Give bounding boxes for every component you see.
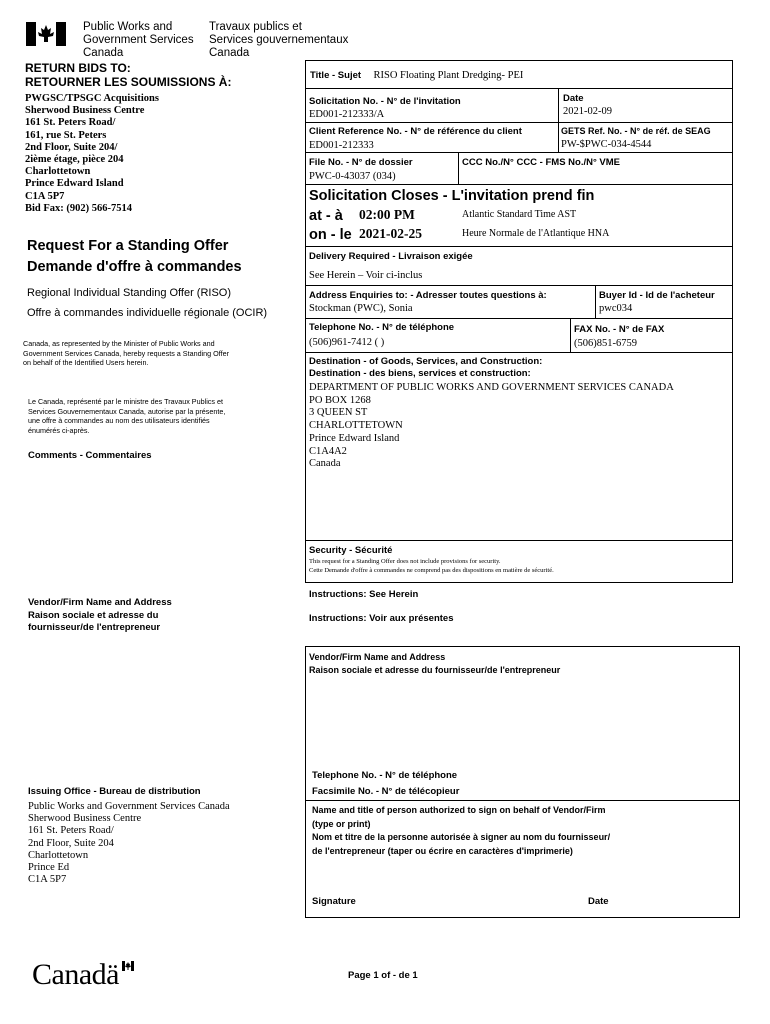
signature-date-field[interactable]: Date [588, 896, 609, 907]
signature-field[interactable]: Signature [312, 896, 356, 907]
timezone-fr: Heure Normale de l'Atlantique HNA [462, 228, 610, 239]
closing-date-value: 2021-02-25 [359, 226, 422, 241]
return-bids-heading: RETURN BIDS TO: RETOURNER LES SOUMISSIONS À: [25, 61, 232, 89]
page-number: Page 1 of - de 1 [348, 970, 418, 981]
issuing-office-label: Issuing Office - Bureau de distribution [28, 786, 201, 797]
solicitation-number-label: Solicitation No. - N° de l'invitation [309, 96, 461, 107]
closing-time-value: 02:00 PM [359, 207, 415, 222]
file-number-value: PWC-0-43037 (034) [309, 171, 396, 182]
client-reference-label: Client Reference No. - N° de référence du client [309, 126, 522, 137]
gets-reference-label: GETS Ref. No. - N° de réf. de SEAG [561, 126, 711, 136]
delivery-required-label: Delivery Required - Livraison exigée [309, 251, 473, 262]
solicitation-number-value: ED001-212333/A [309, 109, 385, 120]
authorized-person-label: Name and title of person authorized to sign on behalf of Vendor/Firm (type or print) Nom et titre de la personne autorisée à signer au nom du fournisseur/ de l'entrepreneur (taper ou écrire en caractères d'imprimerie) [312, 805, 611, 856]
wordmark-flag-icon [122, 958, 134, 968]
vendor-info-box [305, 646, 740, 918]
department-name-fr: Travaux publics et Services gouvernementaux Canada [209, 21, 349, 59]
comments-label: Comments - Commentaires [28, 450, 152, 461]
fax-label: FAX No. - N° de FAX [574, 324, 665, 335]
destination-address: DEPARTMENT OF PUBLIC WORKS AND GOVERNMENT SERVICES CANADA PO BOX 1268 3 QUEEN ST CHARLOTTETOWN Prince Edward Island C1A4A2 Canada [309, 382, 674, 470]
buyer-id-label: Buyer Id - Id de l'acheteur [599, 290, 715, 301]
request-paragraph-fr: Le Canada, représenté par le ministre des Travaux Publics et Services Gouvernementaux Canada, autorise par la présente, une offre à commandes au nom des utilisateurs identifiés énumérés ci-après. [28, 397, 226, 435]
client-reference-value: ED001-212333 [309, 140, 374, 151]
buyer-id-value: pwc034 [599, 303, 633, 314]
issuing-office-address: Public Works and Government Services Canada Sherwood Business Centre 161 St. Peters Road/ 2nd Floor, Suite 204 Charlottetown Prince Ed C1A 5P7 [28, 801, 230, 886]
vendor-telephone-label[interactable]: Telephone No. - N° de téléphone [312, 770, 458, 781]
instructions-fr: Instructions: Voir aux présentes [309, 613, 454, 624]
date-label: Date [563, 93, 584, 104]
security-text: This request for a Standing Offer does not include provisions for security. Cette Demande d'offre à commandes ne comprend pas des dispositions en matière de sécurité. [309, 558, 554, 574]
gets-reference-value: PW-$PWC-034-4544 [561, 139, 652, 150]
timezone-en: Atlantic Standard Time AST [462, 209, 577, 220]
solicitation-closes-heading: Solicitation Closes - L'invitation prend fin [309, 188, 595, 204]
date-value: 2021-02-09 [563, 106, 612, 117]
destination-label-fr: Destination - des biens, services et construction: [309, 368, 531, 379]
canada-flag-logo [26, 22, 66, 46]
closing-at-label: at - à [309, 208, 343, 224]
delivery-required-value: See Herein – Voir ci-inclus [309, 270, 423, 281]
department-name-en: Public Works and Government Services Canada [83, 21, 194, 59]
request-title: Request For a Standing Offer Demande d'offre à commandes [27, 238, 242, 275]
title-row: Title - Sujet RISO Floating Plant Dredging- PEI [310, 70, 524, 81]
canada-wordmark-logo: Canadä [32, 958, 119, 991]
vendor-left-label: Vendor/Firm Name and Address Raison sociale et adresse du fournisseur/de l'entrepreneur [28, 597, 172, 633]
request-paragraph-en: Canada, as represented by the Minister of Public Works and Government Services Canada, hereby requests a Standing Offer on behalf of the Identified Users herein. [23, 339, 230, 367]
address-enquiries-value: Stockman (PWC), Sonia [309, 303, 413, 314]
telephone-label: Telephone No. - N° de téléphone [309, 322, 455, 333]
address-enquiries-label: Address Enquiries to: - Adresser toutes questions à: [309, 290, 547, 301]
fax-value: (506)851-6759 [574, 338, 637, 349]
file-number-label: File No. - N° de dossier [309, 157, 413, 168]
instructions-en: Instructions: See Herein [309, 589, 419, 600]
vendor-box-label: Vendor/Firm Name and Address Raison sociale et adresse du fournisseur/de l'entrepreneur [309, 652, 561, 675]
return-bids-address: PWGSC/TPSGC Acquisitions Sherwood Business Centre 161 St. Peters Road/ 161, rue St. Peters 2nd Floor, Suite 204/ 2ième étage, pièce 204 Charlottetown Prince Edward Island C1A 5P7 Bid Fax: (902) 566-7514 [25, 93, 159, 214]
riso-label: Regional Individual Standing Offer (RISO) Offre à commandes individuelle régionale (OCIR) [27, 287, 268, 319]
ccc-number-label: CCC No./N° CCC - FMS No./N° VME [462, 157, 621, 168]
destination-label-en: Destination - of Goods, Services, and Construction: [309, 356, 543, 367]
security-label: Security - Sécurité [309, 545, 393, 556]
closing-on-label: on - le [309, 227, 352, 243]
vendor-facsimile-label[interactable]: Facsimile No. - N° de télécopieur [312, 786, 460, 797]
telephone-value: (506)961-7412 ( ) [309, 337, 385, 348]
